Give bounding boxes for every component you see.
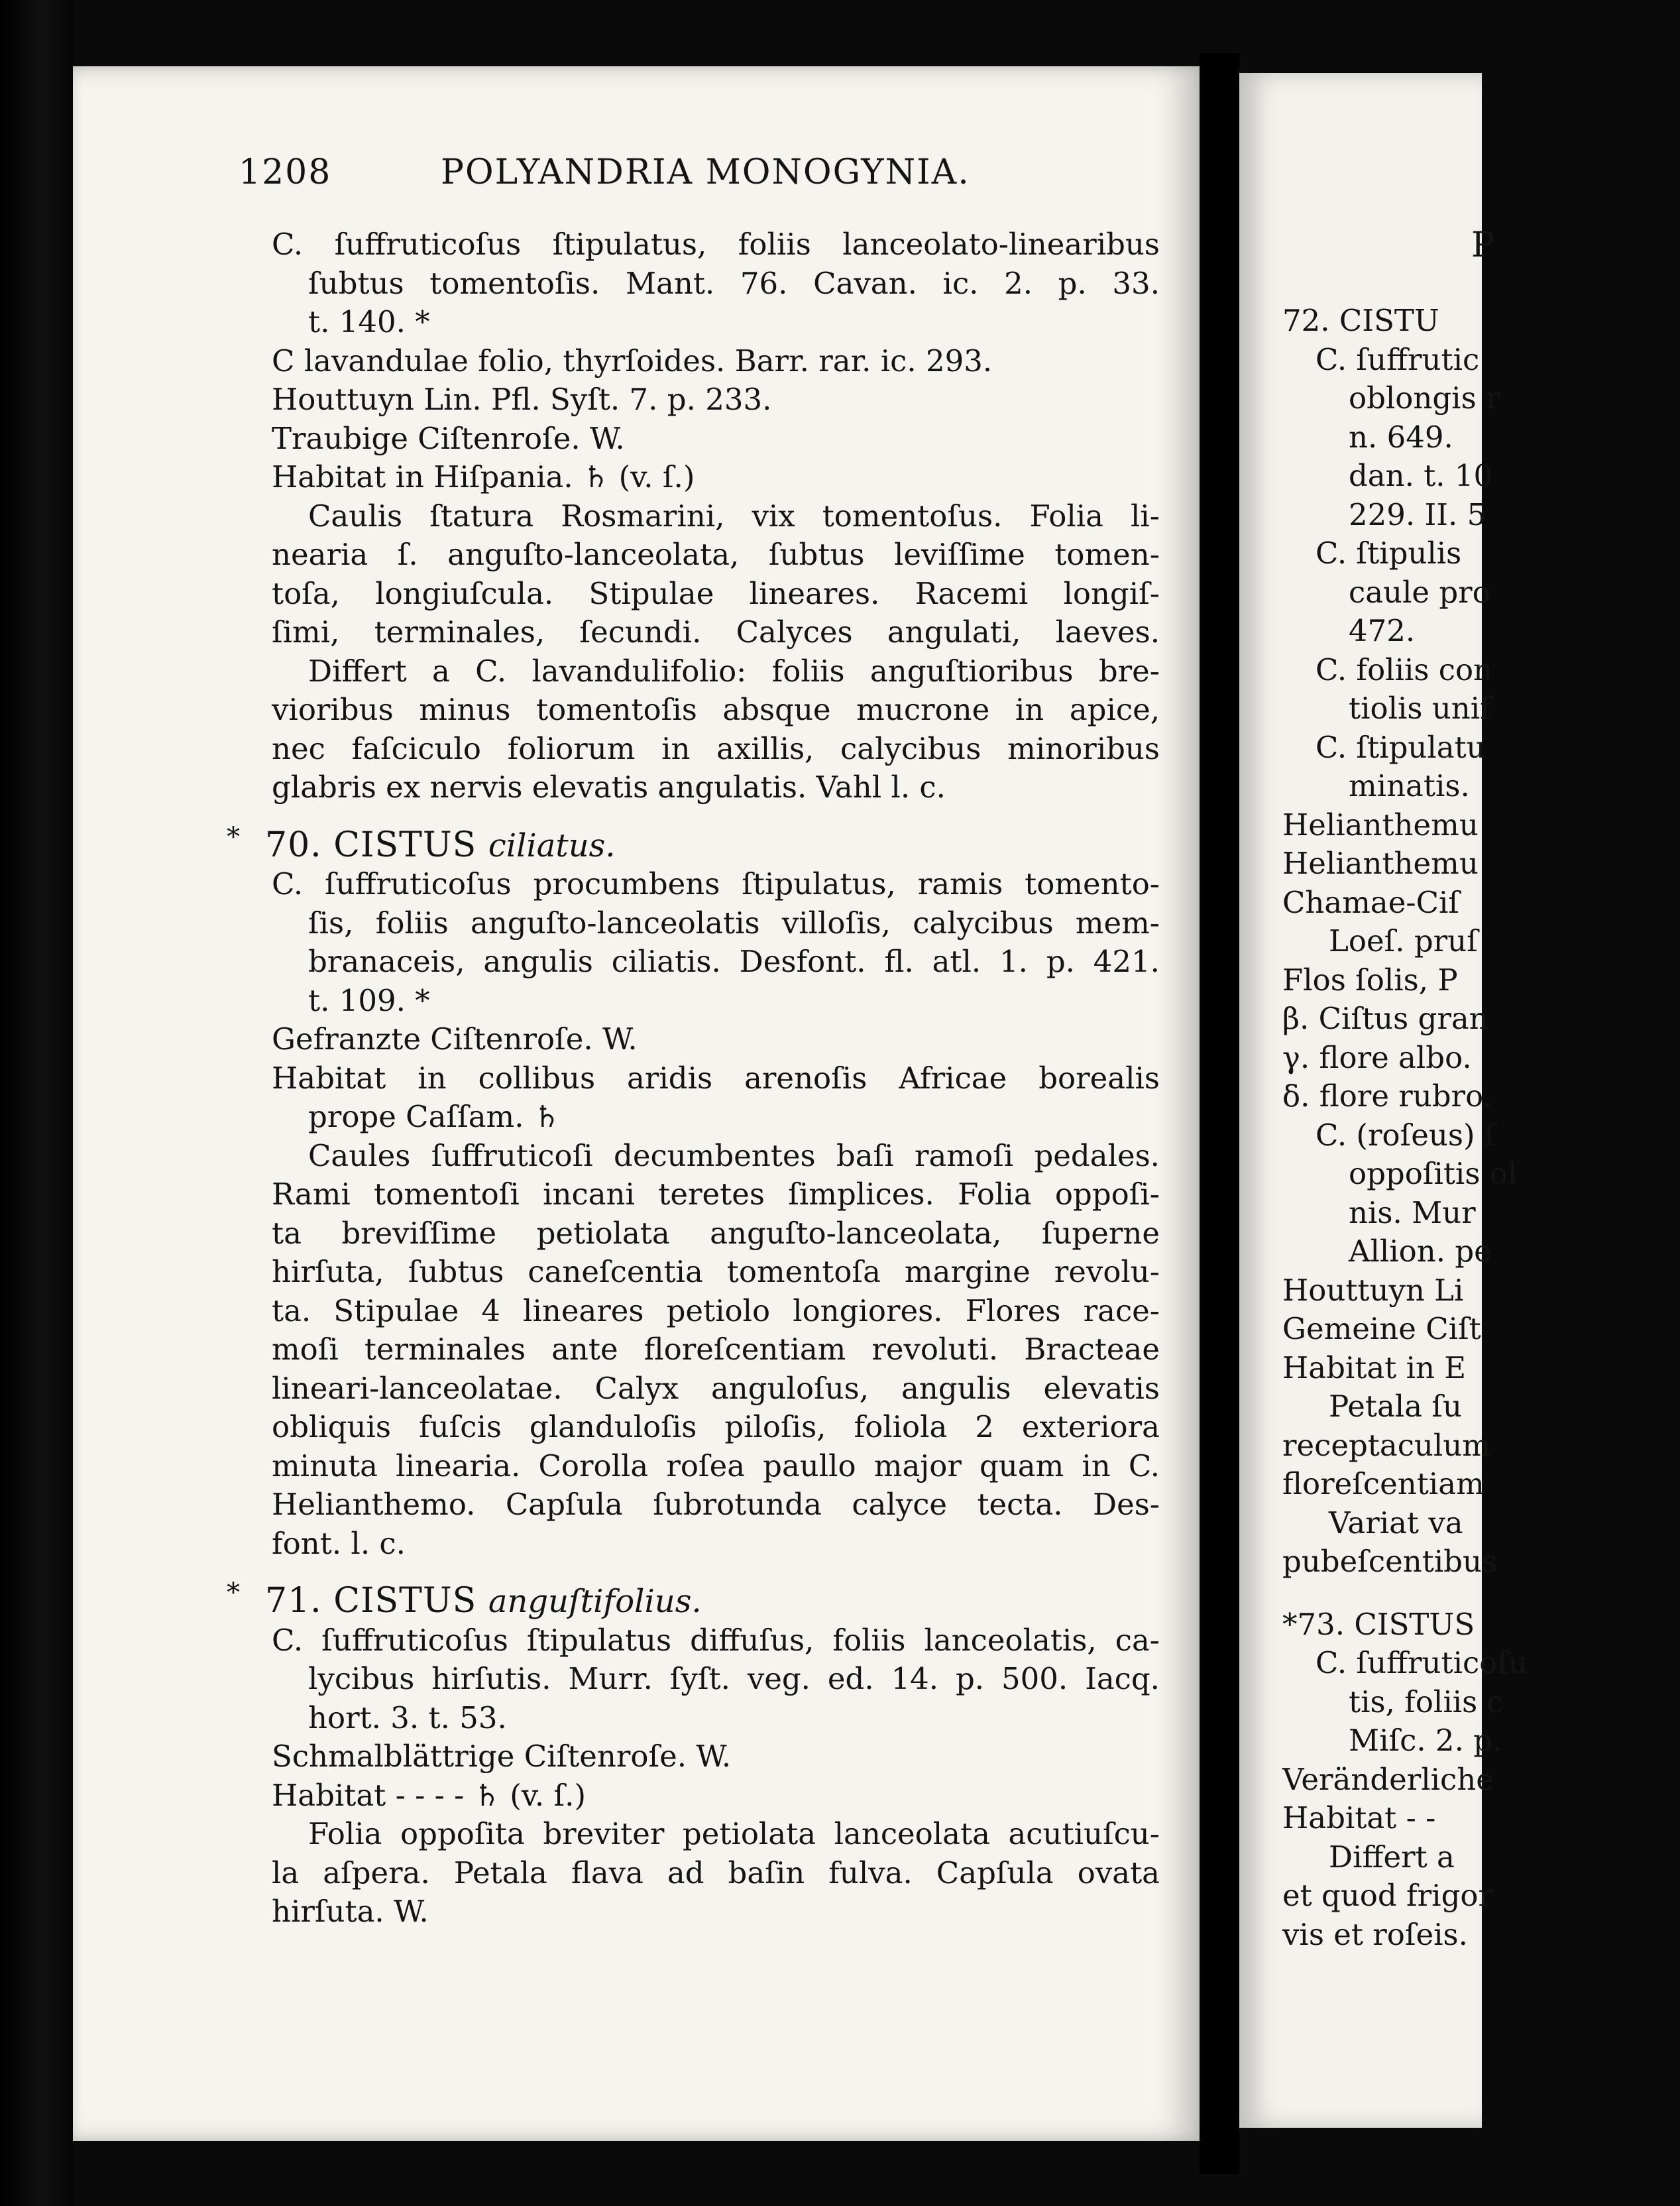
right-page-body-text: [1282, 302, 1680, 1954]
right-text-line: caule pro: [1349, 574, 1490, 610]
right-text-line: tiolis unif: [1349, 691, 1491, 726]
text-line: Schmalblättrige Ciſtenroſe. W.: [272, 1739, 732, 1774]
right-text-line: oblongis r: [1349, 380, 1500, 416]
left-page-body-text: [227, 225, 1160, 1932]
species-heading: [227, 1578, 1160, 1621]
text-line: ta. Stipulae 4 lineares petiolo longiores. Flores race-: [272, 1293, 1160, 1328]
right-text-line: Allion. pe: [1349, 1234, 1492, 1269]
text-line: prope Caſſam. ♄: [308, 1099, 561, 1134]
right-text-line: Helianthemu: [1282, 807, 1479, 842]
right-text-line: Variat va: [1329, 1505, 1463, 1540]
text-line: ſis, foliis anguſto-lanceolatis villoſis, calycibus mem-: [308, 905, 1160, 941]
text-line: vioribus minus tomentoſis absque mucrone in apice,: [272, 692, 1160, 727]
right-text-line: Helianthemu: [1282, 846, 1479, 881]
text-line: Caulis ſtatura Rosmarini, vix tomentoſus. Folia li-: [308, 498, 1160, 534]
species-number-genus: 71. CISTUS: [265, 1581, 477, 1621]
right-text-line: receptaculum: [1282, 1427, 1490, 1463]
right-text-line: Loeſ. pruſ: [1329, 923, 1478, 958]
right-text-line: nis. Mur: [1349, 1194, 1476, 1230]
text-line: toſa, longiuſcula. Stipulae lineares. Racemi longiſ-: [272, 575, 1160, 611]
text-line: C. ſuffruticoſus ſtipulatus diffuſus, foliis lanceolatis, ca-: [272, 1622, 1160, 1658]
right-text-line: 472.: [1349, 613, 1416, 648]
text-line: Habitat - - - - ♄ (v. ſ.): [272, 1777, 587, 1813]
right-text-line: Chamae-Ciſ: [1282, 884, 1460, 920]
text-line: hirſuta. W.: [272, 1894, 429, 1929]
text-line: moſi terminales ante floreſcentiam revoluti. Bracteae: [272, 1332, 1160, 1367]
text-line: Helianthemo. Capſula ſubrotunda calyce tecta. Des-: [272, 1487, 1160, 1522]
text-line: la aſpera. Petala flava ad baſin fulva. Capſula ovata: [272, 1855, 1160, 1890]
running-head-title: POLYANDRIA MONOGYNIA.: [441, 152, 970, 192]
section-gap: [272, 1563, 1160, 1582]
text-line: branaceis, angulis ciliatis. Desfont. fl. atl. 1. p. 421.: [308, 944, 1160, 979]
text-line: t. 140. *: [308, 304, 430, 339]
right-text-line: δ. flore rubro.: [1282, 1078, 1492, 1114]
right-text-line: Differt a: [1329, 1839, 1455, 1875]
text-line: obliquis fuſcis glanduloſis piloſis, foliola 2 exteriora: [272, 1409, 1160, 1444]
right-text-line: C. ſuffruticoſu: [1316, 1645, 1528, 1680]
right-text-line: Veränderliche: [1282, 1761, 1494, 1797]
right-text-line: Petala ſu: [1329, 1389, 1462, 1424]
text-line: lineari-lanceolatae. Calyx anguloſus, angulis elevatis: [272, 1370, 1160, 1406]
right-text-line: oppoſitis ol: [1349, 1156, 1518, 1191]
text-line: nearia ſ. anguſto-lanceolata, ſubtus leviſſime tomen-: [272, 537, 1160, 572]
right-text-line: n. 649.: [1349, 419, 1453, 455]
page-number: 1208: [239, 152, 332, 192]
text-line: Houttuyn Lin. Pfl. Syſt. 7. p. 233.: [272, 382, 772, 417]
text-line: C. ſuffruticoſus procumbens ſtipulatus, ramis tomento-: [272, 866, 1160, 901]
right-text-line: C. ſtipulis: [1316, 536, 1462, 571]
right-text-line: Habitat in E: [1282, 1350, 1467, 1385]
right-text-line: 72. CISTU: [1282, 303, 1439, 338]
text-line: C. ſuffruticoſus ſtipulatus, foliis lanceolato-linearibus: [272, 227, 1160, 262]
right-text-line: Habitat - -: [1282, 1800, 1436, 1835]
text-line: ta breviſſime petiolata anguſto-lanceolata, ſuperne: [272, 1215, 1160, 1251]
text-line: nec faſciculo foliorum in axillis, calycibus minoribus: [272, 730, 1160, 766]
species-heading: [227, 821, 1160, 866]
right-text-line: Houttuyn Li: [1282, 1272, 1464, 1308]
text-line: hirſuta, ſubtus caneſcentia tomentoſa margine revolu-: [272, 1254, 1160, 1289]
text-line: font. l. c.: [272, 1525, 406, 1561]
right-text-line: β. Ciſtus gran: [1282, 1001, 1488, 1036]
right-text-line: minatis.: [1349, 768, 1470, 803]
text-line: minuta linearia. Corolla roſea paullo major quam in C.: [272, 1448, 1160, 1483]
right-text-line: C. ſuffrutic: [1316, 341, 1480, 377]
right-text-line: C. foliis con: [1316, 652, 1493, 687]
text-line: Differt a C. lavandulifolio: foliis anguſtioribus bre-: [308, 653, 1160, 689]
right-text-line: C. (roſeus) ſ: [1316, 1117, 1496, 1153]
asterisk-mark: *: [227, 1578, 241, 1608]
text-line: C lavandulae folio, thyrſoides. Barr. rar. ic. 293.: [272, 343, 993, 378]
text-line: Gefranzte Ciſtenroſe. W.: [272, 1021, 638, 1057]
right-text-line: floreſcentiam: [1282, 1466, 1484, 1501]
text-line: Caules ſuffruticoſi decumbentes baſi ramoſi pedales.: [308, 1137, 1160, 1173]
text-line: hort. 3. t. 53.: [308, 1700, 507, 1735]
text-line: Habitat in collibus aridis arenoſis Africae borealis: [272, 1060, 1160, 1096]
right-text-line: vis et roſeis.: [1282, 1916, 1468, 1952]
right-text-line: *73. CISTUS: [1282, 1606, 1475, 1642]
text-line: t. 109. *: [308, 982, 430, 1018]
text-line: Rami tomentoſi incani teretes ſimplices. Folia oppoſi-: [272, 1177, 1160, 1212]
right-text-line: Miſc. 2. p.: [1349, 1723, 1502, 1758]
species-epithet: anguſtifolius.: [488, 1583, 702, 1620]
right-text-line: tis, foliis c: [1349, 1684, 1504, 1719]
text-line: Habitat in Hiſpania. ♄ (v. ſ.): [272, 459, 695, 494]
text-line: glabris ex nervis elevatis angulatis. Vahl l. c.: [272, 770, 946, 805]
right-text-line: et quod frigor: [1282, 1878, 1492, 1913]
right-text-line: [1282, 1582, 1680, 1605]
right-running-head: P: [1471, 225, 1494, 265]
text-line: Folia oppoſita breviter petiolata lanceolata acutiuſcu-: [308, 1816, 1160, 1851]
right-page: [1239, 73, 1528, 2128]
species-number-genus: 70. CISTUS: [265, 825, 477, 865]
right-text-line: 229. II. 5: [1349, 496, 1486, 532]
right-text-line: pubeſcentibus: [1282, 1544, 1498, 1579]
section-gap: [272, 807, 1160, 826]
text-line: ſubtus tomentoſis. Mant. 76. Cavan. ic. 2. p. 33.: [308, 265, 1160, 301]
right-text-line: γ. flore albo.: [1282, 1039, 1472, 1075]
right-text-line: dan. t. 10: [1349, 458, 1493, 493]
right-text-line: C. ſtipulatu: [1316, 729, 1486, 765]
right-text-line: Gemeine Ciſt: [1282, 1311, 1481, 1346]
species-epithet: ciliatus.: [488, 827, 616, 864]
right-text-line: Flos ſolis, P: [1282, 962, 1458, 998]
text-line: ſimi, terminales, ſecundi. Calyces angulati, laeves.: [272, 614, 1160, 650]
text-line: lycibus hirſutis. Murr. ſyſt. veg. ed. 14. p. 500. Iacq.: [308, 1661, 1160, 1696]
book-gutter: [1200, 53, 1239, 2174]
binding-left-edge: [0, 0, 73, 2206]
text-line: Traubige Ciſtenroſe. W.: [272, 420, 625, 456]
asterisk-mark: *: [227, 821, 241, 852]
